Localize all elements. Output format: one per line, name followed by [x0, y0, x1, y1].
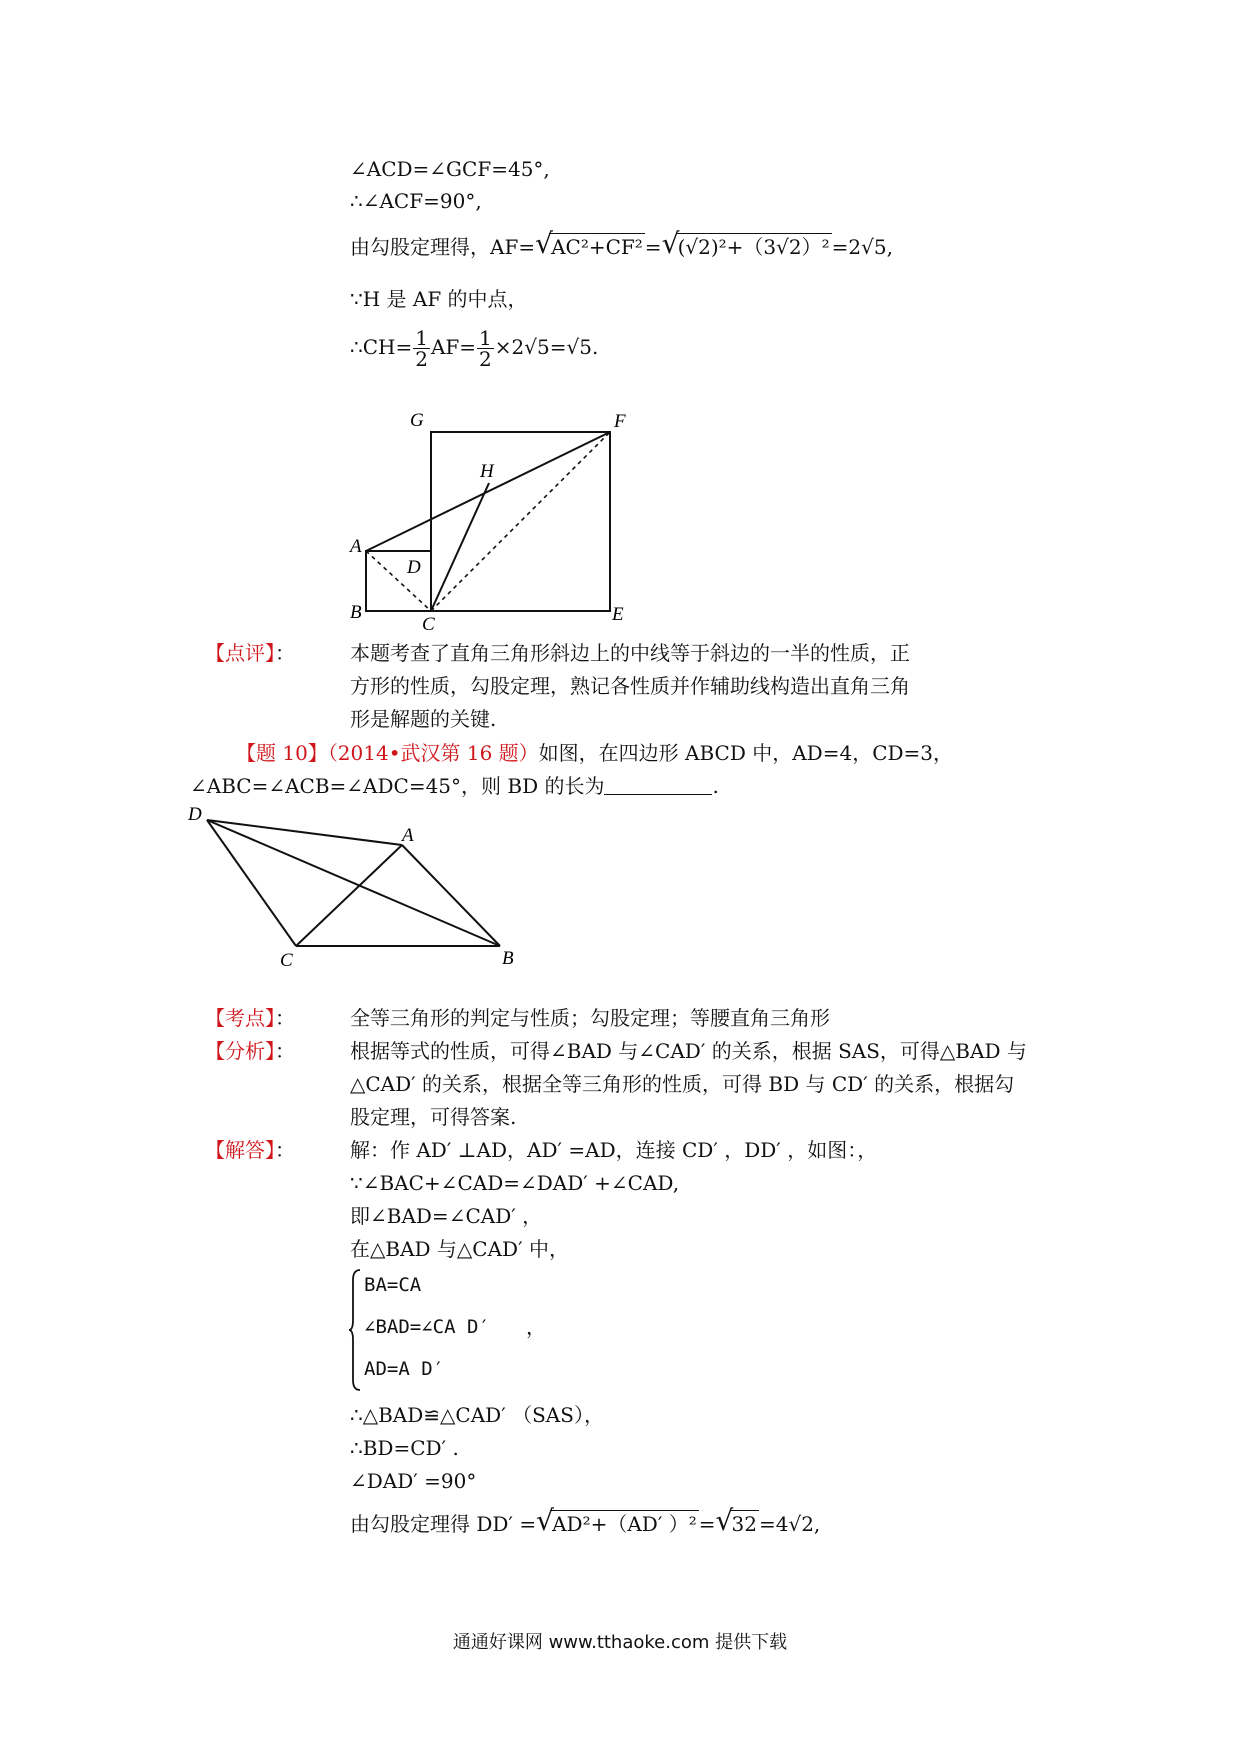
- fenxi-line-3: 股定理，可得答案.: [350, 1105, 517, 1129]
- dashed-ac: [366, 551, 431, 611]
- kaodian-label-text: 【考点】: [205, 1006, 275, 1030]
- comment-label-text: 【点评】: [205, 641, 275, 665]
- fraction-denominator: 2: [415, 347, 428, 371]
- sqrt-32: [716, 1510, 759, 1537]
- ch-prefix: ∴CH=: [350, 335, 413, 359]
- af-result: =2√5,: [831, 235, 893, 259]
- solution-line-1: ∠ACD=∠GCF=45°,: [350, 157, 550, 181]
- solution-line-2: ∴∠ACF=90°,: [350, 189, 482, 213]
- system-eq-3: AD=A D′: [364, 1358, 445, 1380]
- jieda-label-text: 【解答】: [205, 1138, 275, 1162]
- label-c: C: [280, 950, 293, 971]
- jieda-line-1: 解：作 AD′ ⊥AD，AD′ =AD，连接 CD′ ，DD′ ，如图：，: [350, 1138, 878, 1162]
- left-brace: [348, 1268, 362, 1392]
- equals-1: =: [644, 235, 662, 259]
- fenxi-colon: ：: [275, 1039, 295, 1063]
- sqrt-values: [662, 233, 832, 260]
- jieda-line-2: ∵∠BAC+∠CAD=∠DAD′ +∠CAD,: [350, 1171, 680, 1195]
- comment-line-1: 本题考查了直角三角形斜边上的中线等于斜边的一半的性质，正: [350, 641, 910, 665]
- jieda-line-3: 即∠BAD=∠CAD′ ，: [350, 1204, 543, 1228]
- segment-ac: [296, 845, 402, 946]
- label-g: G: [410, 410, 424, 431]
- label-a: A: [402, 825, 414, 846]
- question-text-2: ∠ABC=∠ACB=∠ADC=45°，则 BD 的长为: [190, 774, 605, 798]
- label-b: B: [502, 948, 514, 969]
- comment-line-2: 方形的性质，勾股定理，熟记各性质并作辅助线构造出直角三角: [350, 674, 910, 698]
- ch-mid: AF=: [430, 335, 477, 359]
- jieda-last-line: [350, 1510, 820, 1537]
- segment-af: [366, 432, 610, 551]
- fenxi-label: [205, 1038, 295, 1064]
- label-e: E: [612, 604, 624, 625]
- kaodian-label: [205, 1005, 295, 1031]
- system-eq-2: ∠BAD=∠CA D′: [364, 1316, 490, 1338]
- segment-ch: [431, 483, 489, 611]
- kaodian-text: 全等三角形的判定与性质；勾股定理；等腰直角三角形: [350, 1006, 830, 1030]
- kaodian-colon: ：: [275, 1006, 295, 1030]
- question-tag: 【题 10】: [236, 741, 328, 765]
- question-source: （2014•武汉第 16 题）: [327, 741, 539, 765]
- fraction-numerator: 1: [479, 326, 492, 350]
- jieda-after-1: ∴△BAD≌△CAD′ （SAS），: [350, 1403, 604, 1427]
- question-10-line-1: [236, 740, 953, 766]
- jieda-colon: ：: [275, 1138, 295, 1162]
- sqrt-dd: [536, 1510, 699, 1537]
- radicand-dd: AD²+（AD′ ）²: [552, 1512, 697, 1536]
- dd-equals: =: [698, 1512, 716, 1536]
- jieda-after-3: ∠DAD′ =90°: [350, 1469, 477, 1493]
- system-tail: ，: [526, 1315, 546, 1339]
- fraction-half-2: [477, 328, 494, 369]
- figure-squares: [340, 410, 640, 635]
- fraction-numerator: 1: [415, 326, 428, 350]
- fraction-half-1: [413, 328, 430, 369]
- question-text-1: 如图，在四边形 ABCD 中，AD=4，CD=3，: [538, 741, 954, 765]
- dd-prefix: 由勾股定理得 DD′ =: [350, 1512, 537, 1536]
- radicand-1: AC²+CF²: [551, 235, 643, 259]
- fraction-denominator: 2: [479, 347, 492, 371]
- ch-suffix: ×2√5=√5.: [494, 335, 599, 359]
- solution-line-5: [350, 322, 598, 372]
- label-h: H: [480, 461, 494, 482]
- radicand-32: 32: [731, 1512, 757, 1536]
- jieda-line-4: 在△BAD 与△CAD′ 中，: [350, 1237, 569, 1261]
- jieda-after-2: ∴BD=CD′ .: [350, 1436, 459, 1460]
- label-b: B: [350, 602, 362, 623]
- radicand-2: (√2)²+（3√2）²: [677, 235, 830, 259]
- dd-result: =4√2,: [758, 1512, 821, 1536]
- label-d: D: [407, 557, 421, 578]
- sqrt-ac-cf: [535, 233, 645, 260]
- label-f: F: [614, 411, 626, 432]
- dashed-cf: [431, 432, 610, 611]
- jieda-label: [205, 1137, 295, 1163]
- fenxi-line-2: △CAD′ 的关系，根据全等三角形的性质，可得 BD 与 CD′ 的关系，根据勾: [350, 1072, 1015, 1096]
- question-10-line-2: [190, 773, 719, 799]
- comment-colon: ：: [275, 641, 295, 665]
- solution-line-4: ∵H 是 AF 的中点，: [350, 287, 528, 311]
- page-footer: 通通好课网 www.tthaoke.com 提供下载: [452, 1632, 788, 1653]
- label-a: A: [350, 536, 362, 557]
- label-d: D: [188, 804, 202, 825]
- question-end: .: [712, 774, 719, 798]
- comment-label: [205, 640, 295, 666]
- system-eq-1: BA=CA: [364, 1274, 422, 1296]
- figure-quadrilateral: [180, 800, 530, 975]
- solution-line-3-prefix: 由勾股定理得，AF=: [350, 235, 536, 259]
- solution-line-3: [350, 233, 893, 260]
- comment-line-3: 形是解题的关键.: [350, 707, 497, 731]
- large-square: [431, 432, 610, 611]
- answer-blank[interactable]: [604, 776, 712, 795]
- fenxi-label-text: 【分析】: [205, 1039, 275, 1063]
- fenxi-line-1: 根据等式的性质，可得∠BAD 与∠CAD′ 的关系，根据 SAS，可得△BAD 与: [350, 1039, 1027, 1063]
- equation-system: [348, 1268, 548, 1392]
- label-c: C: [422, 614, 435, 635]
- segment-ab: [402, 845, 500, 946]
